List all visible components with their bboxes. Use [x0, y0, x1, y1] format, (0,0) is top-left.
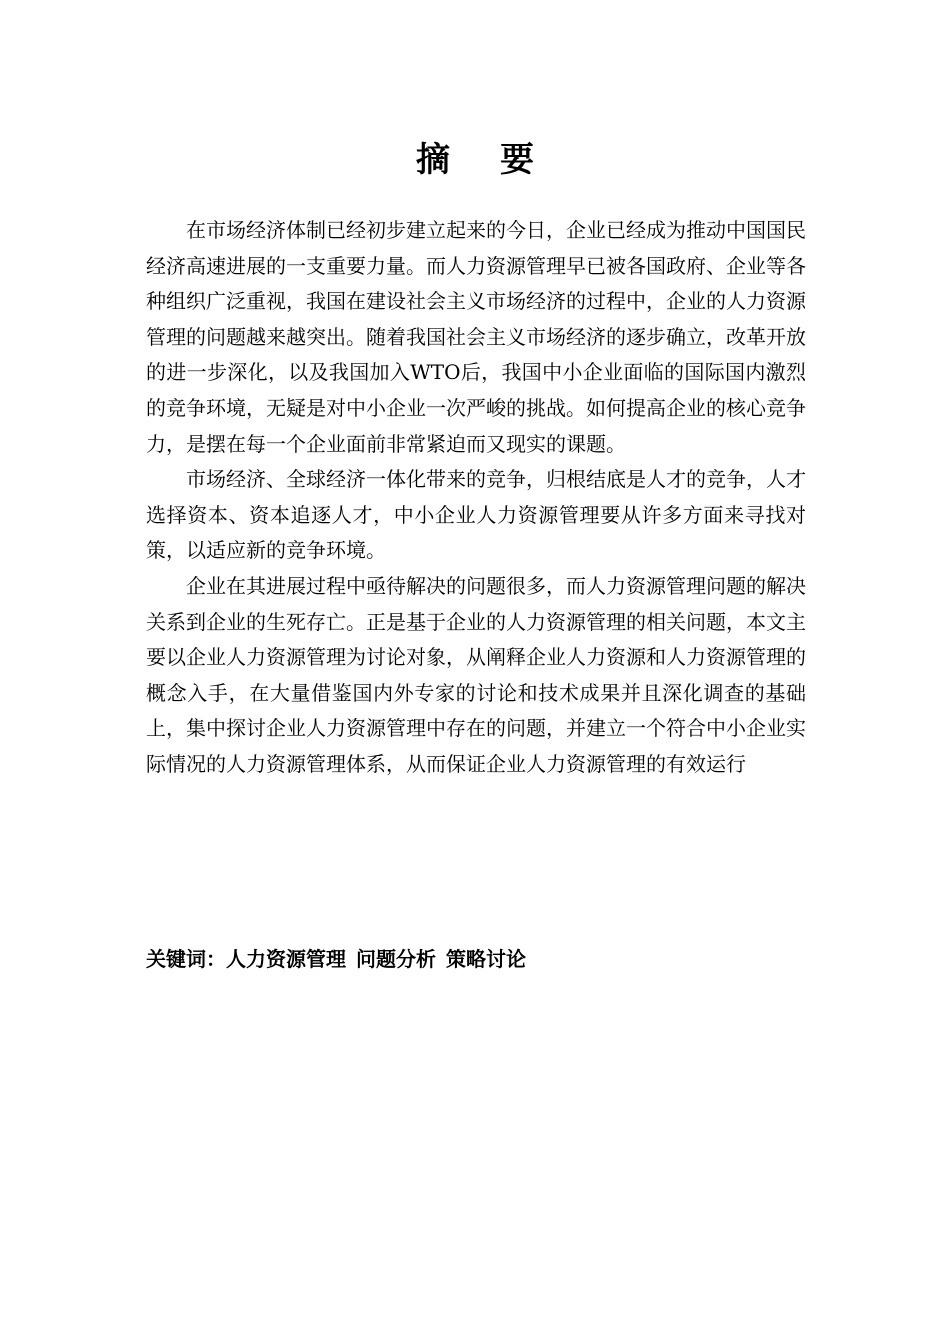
abstract-paragraph-2: 市场经济、全球经济一体化带来的竞争，归根结底是人才的竞争，人才选择资本、资本追逐人才，中小企业人力资源管理要从许多方面来寻找对策，以适应新的竞争环境。: [146, 467, 806, 563]
keyword-item: 问题分析: [356, 947, 436, 971]
keyword-item: 策略讨论: [446, 947, 526, 971]
title-char-1: 摘: [416, 140, 450, 180]
keywords-line: [146, 943, 806, 975]
title-char-2: 要: [500, 140, 534, 180]
keyword-item: 人力资源管理: [226, 947, 346, 971]
page-title: [0, 138, 950, 182]
abstract-paragraph-3: 企业在其进展过程中亟待解决的问题很多，而人力资源管理问题的解决关系到企业的生死存亡。正是基于企业的人力资源管理的相关问题，本文主要以企业人力资源管理为讨论对象，从阐释企业人力资源和人力资源管理的概念入手，在大量借鉴国内外专家的讨论和技术成果并且深化调查的基础上，集中探讨企业人力资源管理中存在的问题，并建立一个符合中小企业实际情况的人力资源管理体系，从而保证企业人力资源管理的有效运行: [146, 573, 806, 776]
keywords-label: 关键词：: [146, 947, 226, 971]
abstract-body: [146, 213, 806, 783]
abstract-paragraph-1: 在市场经济体制已经初步建立起来的今日，企业已经成为推动中国国民经济高速进展的一支重要力量。而人力资源管理早已被各国政府、企业等各种组织广泛重视，我国在建设社会主义市场经济的过程中，企业的人力资源管理的问题越来越突出。随着我国社会主义市场经济的逐步确立，改革开放的进一步深化，以及我国加入WTO后，我国中小企业面临的国际国内激烈的竞争环境，无疑是对中小企业一次严峻的挑战。如何提高企业的核心竞争力，是摆在每一个企业面前非常紧迫而又现实的课题。: [146, 218, 806, 456]
